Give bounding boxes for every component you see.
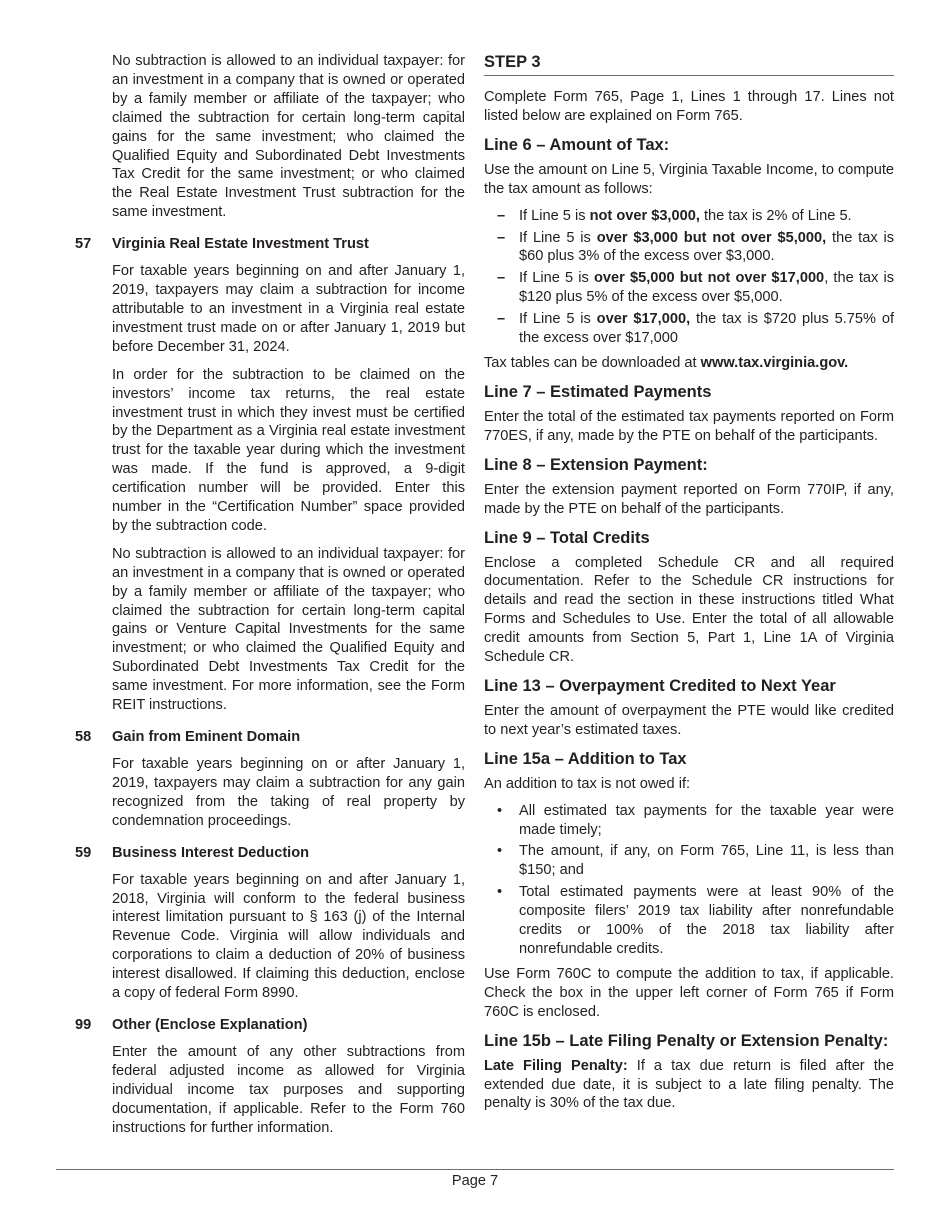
line-9-text: Enclose a completed Schedule CR and all required documentation. Refer to the Schedule CR instructions for details and read the section in these instructions titled What Forms and Schedules to Use. Enter the total of all allowable credit amounts from Section 5, Part 1, Line 1A of Virginia Schedule CR. xyxy=(484,554,894,666)
line-15b-text: Late Filing Penalty: If a tax due return is filed after the extended due date, it is subject to a late filing penalty. The penalty is 30% of the tax due. xyxy=(484,1057,894,1112)
section-number: 57 xyxy=(75,236,92,253)
section-99-paragraph: Enter the amount of any other subtractions from federal adjusted income as allowed for Virginia individual income tax purposes and supporting documentation, if applicable. Refer to the Form 760 instructions for further information. xyxy=(112,1043,465,1136)
section-99-heading xyxy=(75,1016,465,1035)
line-6-heading: Line 6 – Amount of Tax: xyxy=(484,135,670,154)
list-item: – If Line 5 is over $5,000 but not over $17,000, the tax is $120 plus 5% of the excess over $5,000. xyxy=(484,269,894,307)
section-58-paragraph: For taxable years beginning on or after January 1, 2019, taxpayers may claim a subtraction for any gain recognized from the taking of real property by condemnation proceedings. xyxy=(112,756,465,829)
line-15b-heading: Line 15b – Late Filing Penalty or Extension Penalty: xyxy=(484,1031,889,1050)
section-title: Business Interest Deduction xyxy=(112,844,310,861)
section-number: 99 xyxy=(75,1016,92,1033)
page-number: Page 7 xyxy=(451,1173,499,1189)
list-item: • All estimated tax payments for the taxable year were made timely; xyxy=(484,802,894,840)
line-9-heading: Line 9 – Total Credits xyxy=(484,528,650,547)
line-7-text: Enter the total of the estimated tax payments reported on Form 770ES, if any, made by the PTE on behalf of the participants. xyxy=(484,408,894,444)
bullet: • xyxy=(497,802,503,819)
step-3-text: Complete Form 765, Page 1, Lines 1 through 17. Lines not listed below are explained on Form 765. xyxy=(484,89,894,124)
list-item: • The amount, if any, on Form 765, Line 11, is less than $150; and xyxy=(484,842,894,880)
line-15a-after: Use Form 760C to compute the addition to tax, if applicable. Check the box in the upper left corner of Form 765 if Form 760C is enclosed. xyxy=(484,965,894,1020)
line-15a-intro: An addition to tax is not owed if: xyxy=(484,775,691,792)
right-column xyxy=(484,52,894,1113)
section-57-paragraph-2: In order for the subtraction to be claimed on the investors’ income tax returns, the real estate investment trust in which they invest must be certified by the Department as a Virginia real estate investment trust for the taxable year during which the investment was made. If the fund is approved, a 9-digit certification number will be provided. Enter this number in the “Certification Number” space provided by the subtraction code. xyxy=(112,366,465,534)
section-number: 58 xyxy=(75,729,92,745)
line-8-heading: Line 8 – Extension Payment: xyxy=(484,455,708,474)
footer-divider xyxy=(56,1169,894,1170)
list-item: – If Line 5 is over $3,000 but not over $5,000, the tax is $60 plus 3% of the excess over $3,000. xyxy=(484,229,894,267)
list-item: • Total estimated payments were at least 90% of the composite filers’ 2019 tax liability after nonrefundable credits or 100% of the 2018 tax liability after nonrefundable credits. xyxy=(484,883,894,959)
dash-bullet: – xyxy=(497,229,506,246)
section-59-paragraph: For taxable years beginning on and after January 1, 2018, Virginia will conform to the federal business interest limitation pursuant to § 163 (j) of the Internal Revenue Code. Virginia will allow individuals and corporations to claim a deduction of 20% of business interest disallowed. If claiming this deduction, enclose a copy of federal Form 8990. xyxy=(112,871,465,1002)
section-57-paragraph-1: For taxable years beginning on and after January 1, 2019, taxpayers may claim a subtraction for income attributable to an investment in a Virginia real estate investment trust made on or after January 1, 2019 but before December 31, 2024. xyxy=(112,263,465,355)
bullet: • xyxy=(497,884,503,901)
section-57-heading xyxy=(75,235,465,254)
line-6-intro: Use the amount on Line 5, Virginia Taxable Income, to compute the tax amount as follows: xyxy=(484,161,894,197)
addition-conditions-list xyxy=(484,802,894,959)
section-title: Virginia Real Estate Investment Trust xyxy=(112,236,369,253)
list-item: – If Line 5 is over $17,000, the tax is $720 plus 5.75% of the excess over $17,000 xyxy=(484,310,894,348)
tax-bracket-list xyxy=(484,207,894,348)
section-title: Other (Enclose Explanation) xyxy=(112,1016,308,1033)
list-item: – If Line 5 is not over $3,000, the tax is 2% of Line 5. xyxy=(484,207,894,226)
section-57-paragraph-3: No subtraction is allowed to an individual taxpayer: for an investment in a company that is owned or operated by a family member or affiliate of the taxpayer; who claimed the subtraction for certain long-term capital gains or Venture Capital Investments for the same investment; or who claimed the Qualified Equity and Subordinated Debt Investments Tax Credit for the same investment. For more information, see the Form REIT instructions. xyxy=(112,545,465,714)
section-number: 59 xyxy=(75,844,92,861)
bullet: • xyxy=(497,843,503,860)
tax-website-link[interactable]: www.tax.virginia.gov. xyxy=(700,354,849,371)
dash-bullet: – xyxy=(497,207,506,224)
dash-bullet: – xyxy=(497,270,506,287)
section-59-heading xyxy=(75,844,465,863)
line-7-heading: Line 7 – Estimated Payments xyxy=(484,382,712,401)
section-58-heading xyxy=(75,728,465,747)
line-13-heading: Line 13 – Overpayment Credited to Next Year xyxy=(484,676,836,695)
line-13-text: Enter the amount of overpayment the PTE would like credited to next year’s estimated taxes. xyxy=(484,702,894,738)
line-15a-heading: Line 15a – Addition to Tax xyxy=(484,749,687,768)
intro-paragraph: No subtraction is allowed to an individual taxpayer: for an investment in a company that is owned or operated by a family member or affiliate of the taxpayer; who claimed the subtraction for certain long-term capital gains for the same investment; who claimed the Qualified Equity and Subordinated Debt Investments Tax Credit for the same investment; or who claimed the Real Estate Investment Trust subtraction for the same investment. xyxy=(112,53,465,221)
dash-bullet: – xyxy=(497,311,506,328)
tax-tables-note: Tax tables can be downloaded at www.tax.virginia.gov. xyxy=(484,354,849,371)
section-title: Gain from Eminent Domain xyxy=(112,729,301,745)
step-3-heading: STEP 3 xyxy=(484,52,894,76)
left-column xyxy=(75,52,465,1138)
late-filing-label: Late Filing Penalty: xyxy=(484,1057,628,1074)
line-8-text: Enter the extension payment reported on Form 770IP, if any, made by the PTE on behalf of the participants. xyxy=(484,481,894,517)
